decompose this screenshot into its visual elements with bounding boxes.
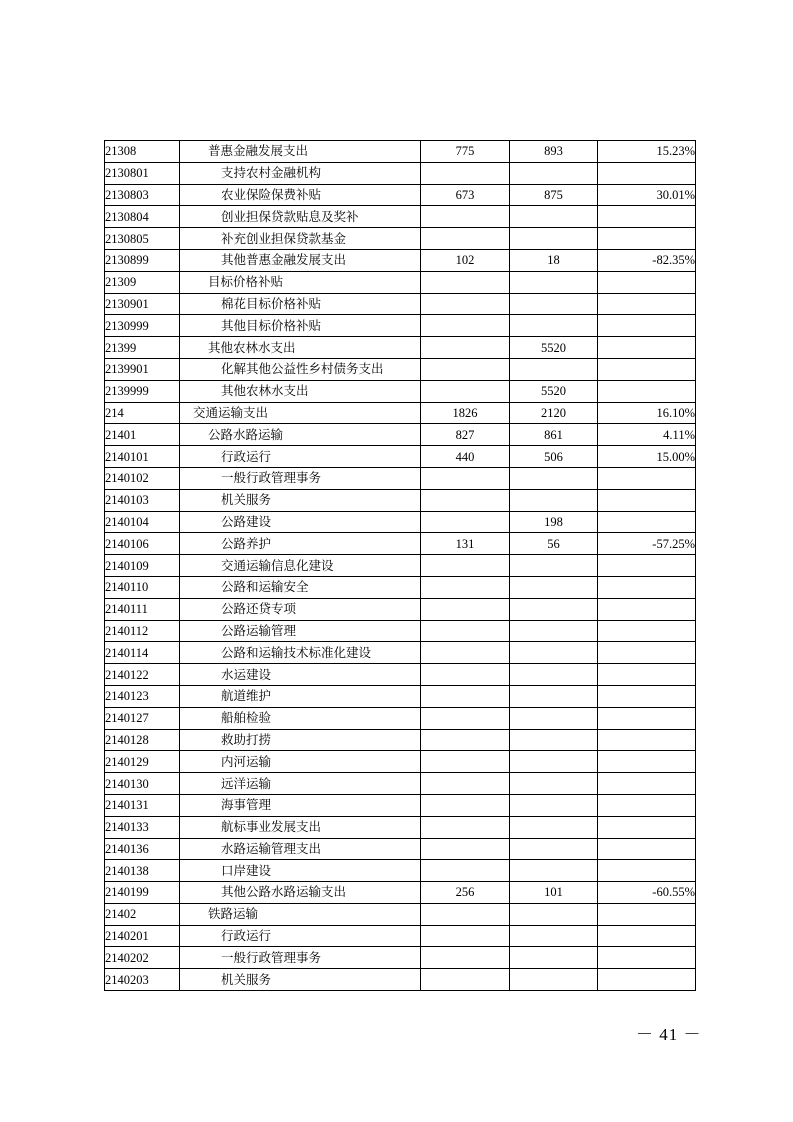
current-year-value-cell	[510, 228, 598, 250]
prior-year-value-cell	[421, 576, 510, 598]
prior-year-value-cell	[421, 860, 510, 882]
subject-code-cell: 2140102	[105, 467, 180, 489]
prior-year-value-cell: 673	[421, 184, 510, 206]
subject-code-cell: 21309	[105, 271, 180, 293]
current-year-value-cell	[510, 816, 598, 838]
current-year-value-cell	[510, 773, 598, 795]
current-year-value-cell	[510, 969, 598, 991]
change-percent-cell	[598, 969, 696, 991]
subject-name-cell: 公路建设	[180, 511, 421, 533]
subject-code-cell: 2140129	[105, 751, 180, 773]
subject-code-cell: 21402	[105, 903, 180, 925]
prior-year-value-cell	[421, 642, 510, 664]
prior-year-value-cell: 440	[421, 446, 510, 468]
budget-table-body	[105, 141, 696, 991]
table-row	[105, 947, 696, 969]
table-row	[105, 380, 696, 402]
change-percent-cell	[598, 903, 696, 925]
prior-year-value-cell	[421, 794, 510, 816]
subject-code-cell: 214	[105, 402, 180, 424]
change-percent-cell	[598, 228, 696, 250]
subject-code-cell: 2130801	[105, 162, 180, 184]
prior-year-value-cell	[421, 228, 510, 250]
budget-table	[104, 140, 696, 991]
table-row	[105, 794, 696, 816]
change-percent-cell: -57.25%	[598, 533, 696, 555]
current-year-value-cell: 198	[510, 511, 598, 533]
subject-name-cell: 行政运行	[180, 925, 421, 947]
prior-year-value-cell	[421, 358, 510, 380]
subject-code-cell: 2140131	[105, 794, 180, 816]
subject-name-cell: 一般行政管理事务	[180, 947, 421, 969]
table-row	[105, 141, 696, 163]
current-year-value-cell: 506	[510, 446, 598, 468]
table-row	[105, 358, 696, 380]
change-percent-cell	[598, 664, 696, 686]
prior-year-value-cell	[421, 729, 510, 751]
current-year-value-cell	[510, 707, 598, 729]
prior-year-value-cell	[421, 315, 510, 337]
change-percent-cell	[598, 555, 696, 577]
table-row	[105, 598, 696, 620]
subject-code-cell: 2139901	[105, 358, 180, 380]
subject-name-cell: 水运建设	[180, 664, 421, 686]
change-percent-cell	[598, 860, 696, 882]
table-row	[105, 446, 696, 468]
prior-year-value-cell	[421, 838, 510, 860]
subject-code-cell: 2140138	[105, 860, 180, 882]
change-percent-cell	[598, 685, 696, 707]
change-percent-cell: -82.35%	[598, 249, 696, 271]
prior-year-value-cell	[421, 707, 510, 729]
prior-year-value-cell: 1826	[421, 402, 510, 424]
subject-name-cell: 口岸建设	[180, 860, 421, 882]
subject-code-cell: 2140199	[105, 882, 180, 904]
table-row	[105, 249, 696, 271]
current-year-value-cell	[510, 838, 598, 860]
subject-name-cell: 航道维护	[180, 685, 421, 707]
subject-code-cell: 2140133	[105, 816, 180, 838]
subject-code-cell: 2140114	[105, 642, 180, 664]
change-percent-cell	[598, 838, 696, 860]
current-year-value-cell: 893	[510, 141, 598, 163]
prior-year-value-cell	[421, 664, 510, 686]
table-row	[105, 402, 696, 424]
current-year-value-cell	[510, 664, 598, 686]
change-percent-cell	[598, 773, 696, 795]
change-percent-cell: 16.10%	[598, 402, 696, 424]
prior-year-value-cell: 827	[421, 424, 510, 446]
change-percent-cell	[598, 620, 696, 642]
table-row	[105, 816, 696, 838]
subject-name-cell: 一般行政管理事务	[180, 467, 421, 489]
current-year-value-cell: 56	[510, 533, 598, 555]
prior-year-value-cell	[421, 947, 510, 969]
change-percent-cell	[598, 271, 696, 293]
table-row	[105, 555, 696, 577]
prior-year-value-cell: 131	[421, 533, 510, 555]
subject-code-cell: 2140123	[105, 685, 180, 707]
subject-name-cell: 铁路运输	[180, 903, 421, 925]
subject-name-cell: 其他目标价格补贴	[180, 315, 421, 337]
subject-name-cell: 公路还贷专项	[180, 598, 421, 620]
subject-name-cell: 创业担保贷款贴息及奖补	[180, 206, 421, 228]
current-year-value-cell	[510, 642, 598, 664]
prior-year-value-cell: 256	[421, 882, 510, 904]
subject-code-cell: 2140201	[105, 925, 180, 947]
subject-name-cell: 公路运输管理	[180, 620, 421, 642]
subject-name-cell: 海事管理	[180, 794, 421, 816]
prior-year-value-cell: 102	[421, 249, 510, 271]
current-year-value-cell	[510, 293, 598, 315]
prior-year-value-cell	[421, 751, 510, 773]
prior-year-value-cell	[421, 925, 510, 947]
table-row	[105, 271, 696, 293]
subject-name-cell: 其他农林水支出	[180, 337, 421, 359]
prior-year-value-cell	[421, 969, 510, 991]
subject-code-cell: 2140136	[105, 838, 180, 860]
subject-name-cell: 交通运输支出	[180, 402, 421, 424]
change-percent-cell	[598, 576, 696, 598]
table-row	[105, 729, 696, 751]
prior-year-value-cell	[421, 773, 510, 795]
change-percent-cell: 4.11%	[598, 424, 696, 446]
table-row	[105, 969, 696, 991]
current-year-value-cell	[510, 576, 598, 598]
subject-code-cell: 2130901	[105, 293, 180, 315]
current-year-value-cell	[510, 685, 598, 707]
table-row	[105, 206, 696, 228]
change-percent-cell: -60.55%	[598, 882, 696, 904]
table-row	[105, 773, 696, 795]
current-year-value-cell	[510, 903, 598, 925]
current-year-value-cell	[510, 860, 598, 882]
change-percent-cell	[598, 380, 696, 402]
table-row	[105, 620, 696, 642]
current-year-value-cell: 18	[510, 249, 598, 271]
change-percent-cell	[598, 206, 696, 228]
subject-name-cell: 公路养护	[180, 533, 421, 555]
subject-code-cell: 2140110	[105, 576, 180, 598]
subject-code-cell: 2140112	[105, 620, 180, 642]
current-year-value-cell: 2120	[510, 402, 598, 424]
change-percent-cell	[598, 642, 696, 664]
subject-name-cell: 其他普惠金融发展支出	[180, 249, 421, 271]
current-year-value-cell	[510, 598, 598, 620]
change-percent-cell	[598, 467, 696, 489]
table-row	[105, 467, 696, 489]
change-percent-cell	[598, 358, 696, 380]
subject-code-cell: 2140109	[105, 555, 180, 577]
table-row	[105, 925, 696, 947]
subject-name-cell: 目标价格补贴	[180, 271, 421, 293]
current-year-value-cell: 861	[510, 424, 598, 446]
subject-code-cell: 2130899	[105, 249, 180, 271]
change-percent-cell	[598, 751, 696, 773]
page-number: － 41 －	[636, 1025, 702, 1044]
table-row	[105, 707, 696, 729]
subject-name-cell: 其他农林水支出	[180, 380, 421, 402]
prior-year-value-cell	[421, 337, 510, 359]
prior-year-value-cell	[421, 206, 510, 228]
table-row	[105, 184, 696, 206]
subject-name-cell: 救助打捞	[180, 729, 421, 751]
current-year-value-cell: 5520	[510, 380, 598, 402]
table-row	[105, 860, 696, 882]
subject-name-cell: 公路水路运输	[180, 424, 421, 446]
change-percent-cell	[598, 816, 696, 838]
subject-name-cell: 远洋运输	[180, 773, 421, 795]
change-percent-cell	[598, 315, 696, 337]
table-row	[105, 838, 696, 860]
change-percent-cell: 30.01%	[598, 184, 696, 206]
prior-year-value-cell	[421, 271, 510, 293]
subject-code-cell: 21399	[105, 337, 180, 359]
change-percent-cell	[598, 162, 696, 184]
current-year-value-cell	[510, 555, 598, 577]
table-row	[105, 337, 696, 359]
subject-name-cell: 机关服务	[180, 969, 421, 991]
subject-code-cell: 2130999	[105, 315, 180, 337]
subject-code-cell: 2130805	[105, 228, 180, 250]
subject-name-cell: 化解其他公益性乡村债务支出	[180, 358, 421, 380]
change-percent-cell	[598, 925, 696, 947]
prior-year-value-cell	[421, 903, 510, 925]
table-row	[105, 664, 696, 686]
current-year-value-cell	[510, 489, 598, 511]
table-row	[105, 685, 696, 707]
subject-name-cell: 补充创业担保贷款基金	[180, 228, 421, 250]
change-percent-cell: 15.00%	[598, 446, 696, 468]
table-row	[105, 903, 696, 925]
table-row	[105, 751, 696, 773]
change-percent-cell	[598, 729, 696, 751]
current-year-value-cell	[510, 620, 598, 642]
change-percent-cell	[598, 598, 696, 620]
subject-name-cell: 农业保险保费补贴	[180, 184, 421, 206]
table-row	[105, 293, 696, 315]
current-year-value-cell	[510, 794, 598, 816]
current-year-value-cell	[510, 315, 598, 337]
prior-year-value-cell	[421, 685, 510, 707]
subject-code-cell: 2140111	[105, 598, 180, 620]
change-percent-cell	[598, 947, 696, 969]
change-percent-cell	[598, 489, 696, 511]
current-year-value-cell: 875	[510, 184, 598, 206]
current-year-value-cell	[510, 162, 598, 184]
current-year-value-cell: 5520	[510, 337, 598, 359]
subject-code-cell: 2130804	[105, 206, 180, 228]
prior-year-value-cell	[421, 598, 510, 620]
table-row	[105, 489, 696, 511]
prior-year-value-cell	[421, 620, 510, 642]
table-row	[105, 882, 696, 904]
subject-code-cell: 2140203	[105, 969, 180, 991]
table-row	[105, 228, 696, 250]
current-year-value-cell: 101	[510, 882, 598, 904]
prior-year-value-cell	[421, 467, 510, 489]
current-year-value-cell	[510, 925, 598, 947]
subject-code-cell: 2139999	[105, 380, 180, 402]
prior-year-value-cell	[421, 511, 510, 533]
subject-name-cell: 机关服务	[180, 489, 421, 511]
current-year-value-cell	[510, 206, 598, 228]
change-percent-cell	[598, 707, 696, 729]
table-row	[105, 511, 696, 533]
current-year-value-cell	[510, 947, 598, 969]
subject-name-cell: 支持农村金融机构	[180, 162, 421, 184]
subject-code-cell: 2140122	[105, 664, 180, 686]
current-year-value-cell	[510, 271, 598, 293]
change-percent-cell	[598, 794, 696, 816]
subject-name-cell: 行政运行	[180, 446, 421, 468]
prior-year-value-cell	[421, 555, 510, 577]
subject-code-cell: 21401	[105, 424, 180, 446]
current-year-value-cell	[510, 467, 598, 489]
prior-year-value-cell	[421, 816, 510, 838]
subject-code-cell: 2140128	[105, 729, 180, 751]
change-percent-cell: 15.23%	[598, 141, 696, 163]
subject-code-cell: 2140103	[105, 489, 180, 511]
table-row	[105, 162, 696, 184]
table-row	[105, 424, 696, 446]
table-row	[105, 576, 696, 598]
subject-code-cell: 2140101	[105, 446, 180, 468]
change-percent-cell	[598, 511, 696, 533]
table-row	[105, 315, 696, 337]
subject-code-cell: 2130803	[105, 184, 180, 206]
subject-name-cell: 交通运输信息化建设	[180, 555, 421, 577]
current-year-value-cell	[510, 729, 598, 751]
change-percent-cell	[598, 337, 696, 359]
subject-name-cell: 其他公路水路运输支出	[180, 882, 421, 904]
subject-name-cell: 棉花目标价格补贴	[180, 293, 421, 315]
prior-year-value-cell	[421, 380, 510, 402]
subject-name-cell: 公路和运输安全	[180, 576, 421, 598]
subject-code-cell: 2140106	[105, 533, 180, 555]
prior-year-value-cell: 775	[421, 141, 510, 163]
subject-name-cell: 航标事业发展支出	[180, 816, 421, 838]
subject-code-cell: 2140104	[105, 511, 180, 533]
prior-year-value-cell	[421, 489, 510, 511]
current-year-value-cell	[510, 751, 598, 773]
prior-year-value-cell	[421, 293, 510, 315]
subject-name-cell: 内河运输	[180, 751, 421, 773]
prior-year-value-cell	[421, 162, 510, 184]
table-row	[105, 642, 696, 664]
subject-code-cell: 21308	[105, 141, 180, 163]
subject-name-cell: 水路运输管理支出	[180, 838, 421, 860]
subject-code-cell: 2140202	[105, 947, 180, 969]
current-year-value-cell	[510, 358, 598, 380]
table-row	[105, 533, 696, 555]
change-percent-cell	[598, 293, 696, 315]
subject-name-cell: 公路和运输技术标准化建设	[180, 642, 421, 664]
subject-name-cell: 普惠金融发展支出	[180, 141, 421, 163]
subject-name-cell: 船舶检验	[180, 707, 421, 729]
subject-code-cell: 2140130	[105, 773, 180, 795]
subject-code-cell: 2140127	[105, 707, 180, 729]
